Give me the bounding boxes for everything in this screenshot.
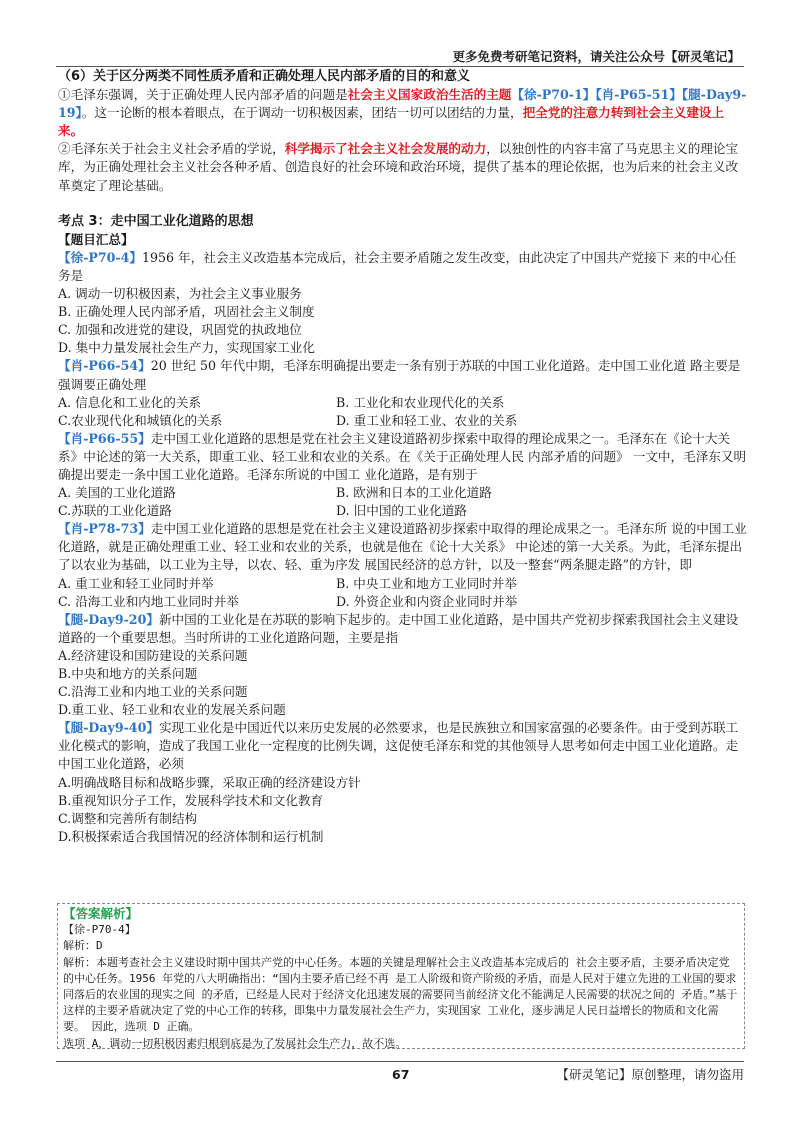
question-6 [58, 719, 748, 773]
question-stem: 20 世纪 50 年代中期，毛泽东明确提出要走一条有别于苏联的中国工业化道路。走中国工业化道 路主要是强调要正确处理 [58, 358, 741, 392]
q2-options-row-2 [58, 412, 748, 430]
q2-options-row-1 [58, 394, 748, 412]
section-6-title: （6）关于区分两类不同性质矛盾和正确处理人民内部矛盾的目的和意义 [58, 69, 471, 84]
q3-option-c: C.苏联的工业化道路 [58, 503, 172, 519]
highlight-red: 社会主义国家政治生活的主题 [347, 87, 512, 103]
main-content [58, 68, 748, 846]
point-3-title: 考点 3：走中国工业化道路的思想 [58, 213, 254, 229]
q1-option-d: D. 集中力量发展社会生产力，实现国家工业化 [58, 340, 315, 356]
q2-option-a: A. 信息化和工业化的关系 [58, 394, 202, 410]
source-tags: 【徐-P70-1】【肖-P65-51】【腿-Day9-19】 [58, 87, 747, 121]
question-5 [58, 611, 748, 647]
q3-options-row-2 [58, 502, 748, 520]
question-stem: 走中国工业化道路的思想是党在社会主义建设道路初步探索中取得的理论成果之一。毛泽东在《论十大关系》中论述的第一大关系，即重工业、轻工业和农业的关系。在《关于正确处理人民 内部矛盾的问题》 一文中，毛泽东又明确提出要走一条中国工业化道路。毛泽东所说的中国工 业化道路，是有别于 [58, 430, 747, 482]
answer-explanation: 解析：本题考查社会主义建设时期中国共产党的中心任务。本题的关键是理解社会主义改造基本完成后的 社会主要矛盾，主要矛盾决定党的中心任务。1956 年党的八大明确指出：“国内主要矛盾已经不再 是工人阶级和资产阶级的矛盾，而是人民对于建立先进的工业国的要求同落后的农业国的现实之间 的矛盾，已经是人民对于经济文化迅速发展的需要同当前经济文化不能满足人民需要的状况之间的 矛盾。”基于这样的主要矛盾就决定了党的中心工作的转移，即集中力量发展社会生产力，实现国家 工业化，逐步满足人民日益增长的物质和文化需要。 因此，选项 D 正确。 [63, 955, 738, 1034]
q3-options-row-1 [58, 484, 748, 502]
q3-option-b: B. 欧洲和日本的工业化道路 [336, 485, 492, 501]
q6-option-d: D.积极探索适合我国情况的经济体制和运行机制 [58, 828, 324, 844]
answer-tag: 【徐-P70-4】 [63, 923, 136, 937]
q2-option-c: C.农业现代化和城镇化的关系 [58, 412, 223, 428]
question-tag: 【腿-Day9-40】 [58, 720, 159, 736]
question-4 [58, 520, 748, 574]
q1-option-c: C. 加强和改进党的建设，巩固党的执政地位 [58, 322, 302, 338]
q5-option-d: D.重工业、轻工业和农业的发展关系问题 [58, 702, 286, 718]
answer-title: 【答案解析】 [63, 906, 139, 921]
q4-option-a: A. 重工业和轻工业同时并举 [58, 575, 214, 591]
q4-option-c: C. 沿海工业和内地工业同时并举 [58, 593, 239, 609]
text-run: ①毛泽东强调，关于正确处理人民内部矛盾的问题是 [58, 87, 348, 103]
section-6-paragraph-1 [58, 86, 748, 140]
q3-option-a: A. 美国的工业化道路 [58, 485, 176, 501]
q2-option-d: D. 重工业和轻工业、农业的关系 [336, 412, 518, 428]
footer-rule [56, 1061, 744, 1062]
q6-option-b: B.重视知识分子工作，发展科学技术和文化教育 [58, 792, 324, 808]
question-tag: 【肖-P66-54】 [58, 358, 151, 374]
question-tag: 【徐-P70-4】 [58, 249, 142, 265]
answer-box [57, 903, 745, 1049]
q6-option-c: C.调整和完善所有制结构 [58, 810, 198, 826]
text-run: 。这一论断的根本着眼点，在于调动一切积极因素，团结一切可以团结的力量， [81, 105, 523, 121]
q1-option-b: B. 正确处理人民内部矛盾，巩固社会主义制度 [58, 304, 315, 320]
header-rule [56, 66, 744, 67]
summary-label: 【题目汇总】 [58, 231, 134, 247]
q3-option-d: D. 旧中国的工业化道路 [336, 503, 467, 519]
answer-key: 解析：D [63, 939, 103, 953]
question-tag: 【肖-P66-55】 [58, 430, 151, 446]
question-stem: 走中国工业化道路的思想是党在社会主义建设道路初步探索中取得的理论成果之一。毛泽东所 说的中国工业化道路，就是正确处理重工业、轻工业和农业的关系，也就是他在《论十大关系》 中论述的第一大关系。为此，毛泽东提出了以农业为基础，以工业为主导，以农、轻、重为序发 展国民经济的总方针，以及一整套“两条腿走路”的方针，即 [58, 521, 747, 573]
question-1 [58, 249, 748, 285]
question-stem: 1956 年，社会主义改造基本完成后，社会主要矛盾随之发生改变，由此决定了中国共产党接下 来的中心任务是 [58, 249, 737, 283]
q1-option-a: A. 调动一切积极因素，为社会主义事业服务 [58, 286, 302, 302]
page-header: 更多免费考研笔记资料，请关注公众号【研灵笔记】 [452, 49, 740, 64]
text-run: 。 [70, 123, 84, 139]
question-tag: 【腿-Day9-20】 [58, 611, 159, 627]
q2-option-b: B. 工业化和农业现代化的关系 [336, 394, 505, 410]
spacer [58, 195, 748, 213]
text-run: ②毛泽东关于社会主义社会矛盾的学说， [58, 141, 285, 157]
q4-option-b: B. 中央工业和地方工业同时并举 [336, 575, 517, 591]
question-tag: 【肖-P78-73】 [58, 521, 151, 537]
question-2 [58, 357, 748, 393]
q5-option-a: A.经济建设和国防建设的关系问题 [58, 647, 248, 663]
q4-options-row-2 [58, 593, 748, 611]
section-6-paragraph-2 [58, 140, 748, 194]
highlight-red: 把全党的注意力转到社会主义建设上来 [58, 105, 725, 139]
text-run: ，以独创性的内容丰富了马克思主义的理论宝库，为正确处理社会主义社会各种矛盾、创造良好的社会环境和政治环境，提供了基本的理论依据，也为后来的社会主义改革奠定了理论基础。 [58, 141, 739, 193]
q4-options-row-1 [58, 575, 748, 593]
footer-credit: 【研灵笔记】原创整理，请勿盗用 [556, 1067, 744, 1082]
question-3 [58, 430, 748, 484]
question-stem: 新中国的工业化是在苏联的影响下起步的。走中国工业化道路，是中国共产党初步探索我国社会主义建设道路的一个重要思想。当时所讲的工业化道路问题，主要是指 [58, 611, 739, 645]
highlight-red: 科学揭示了社会主义社会发展的动力 [284, 141, 487, 157]
q6-option-a: A.明确战略目标和战略步骤，采取正确的经济建设方针 [58, 774, 361, 790]
page-number: 67 [392, 1067, 410, 1082]
q5-option-c: C.沿海工业和内地工业的关系问题 [58, 684, 248, 700]
question-stem: 实现工业化是中国近代以来历史发展的必然要求，也是民族独立和国家富强的必要条件。由于受到苏联工业化模式的影响，造成了我国工业化一定程度的比例失调，这促使毛泽东和党的其他领导人思考如何走中国工业化道路。走中国工业化道路，必须 [58, 720, 739, 772]
answer-extra: 选项 A，调动一切积极因素归根到底是为了发展社会生产力，故不选。 [63, 1036, 407, 1050]
q5-option-b: B.中央和地方的关系问题 [58, 666, 198, 681]
q4-option-d: D. 外资企业和内资企业同时并举 [336, 593, 518, 609]
